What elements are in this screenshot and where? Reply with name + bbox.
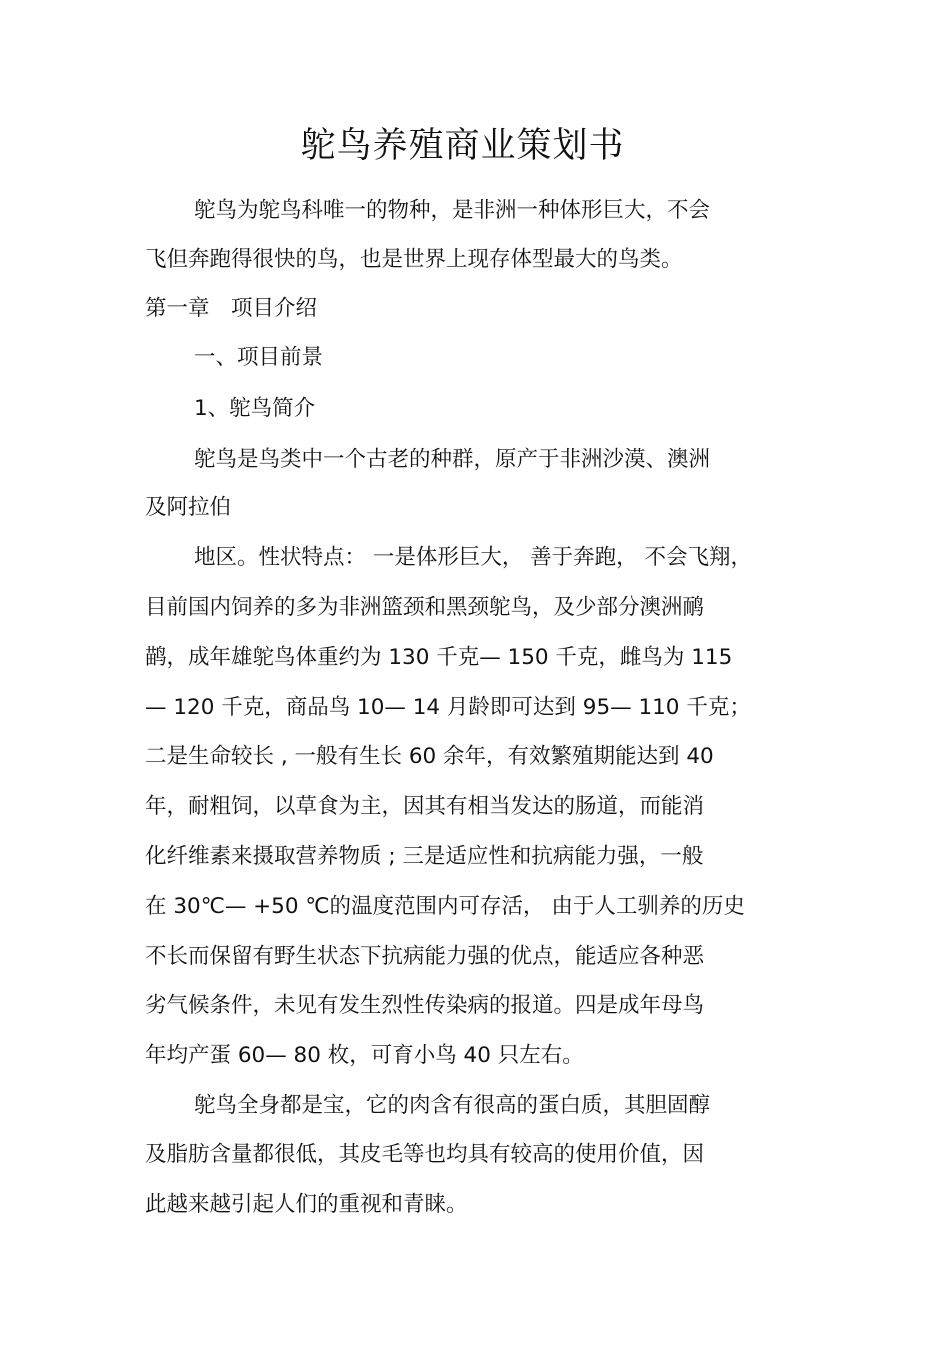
body-line-10: 年，耐粗饲，以草食为主，因其有相当发达的肠道，而能消: [145, 794, 705, 819]
subsection-heading: 1、鸵鸟简介: [194, 396, 316, 421]
body-line-1: 鸵鸟为鸵鸟科唯一的物种，是非洲一种体形巨大，不会: [194, 198, 711, 223]
body-line-18: 此越来越引起人们的重视和青睐。: [145, 1192, 468, 1217]
section-heading: 一、项目前景: [194, 345, 324, 370]
body-line-8: — 120 千克，商品鸟 10— 14 月龄即可达到 95— 110 千克；: [145, 695, 751, 720]
body-line-6: 目前国内饲养的多为非洲篮颈和黑颈鸵鸟，及少部分澳洲鸸: [145, 595, 705, 620]
body-line-7: 鹋，成年雄鸵鸟体重约为 130 千克— 150 千克，雌鸟为 115: [145, 645, 733, 670]
body-line-15: 年均产蛋 60— 80 枚，可育小鸟 40 只左右。: [145, 1043, 584, 1068]
body-line-13: 不长而保留有野生状态下抗病能力强的优点，能适应各种恶: [145, 944, 705, 969]
document-title: 鸵鸟养殖商业策划书: [300, 126, 625, 166]
chapter-heading: 第一章 项目介绍: [145, 296, 318, 321]
body-line-2: 飞但奔跑得很快的鸟，也是世界上现存体型最大的鸟类。: [145, 247, 683, 272]
body-line-16: 鸵鸟全身都是宝，它的肉含有很高的蛋白质，其胆固醇: [194, 1093, 711, 1118]
body-line-12: 在 30℃— +50 ℃的温度范围内可存活， 由于人工驯养的历史: [145, 894, 745, 919]
body-line-9: 二是生命较长 , 一般有生长 60 余年，有效繁殖期能达到 40: [145, 744, 714, 769]
body-line-4: 及阿拉伯: [145, 495, 232, 520]
body-line-17: 及脂肪含量都很低，其皮毛等也均具有较高的使用价值，因: [145, 1142, 705, 1167]
body-line-3: 鸵鸟是鸟类中一个古老的种群，原产于非洲沙漠、澳洲: [194, 447, 711, 472]
body-line-14: 劣气候条件，未见有发生烈性传染病的报道。四是成年母鸟: [145, 993, 705, 1018]
body-line-11: 化纤维素来摄取营养物质 ; 三是适应性和抗病能力强，一般: [145, 844, 704, 869]
body-line-5: 地区。性状特点： 一是体形巨大， 善于奔跑， 不会飞翔，: [194, 545, 753, 570]
